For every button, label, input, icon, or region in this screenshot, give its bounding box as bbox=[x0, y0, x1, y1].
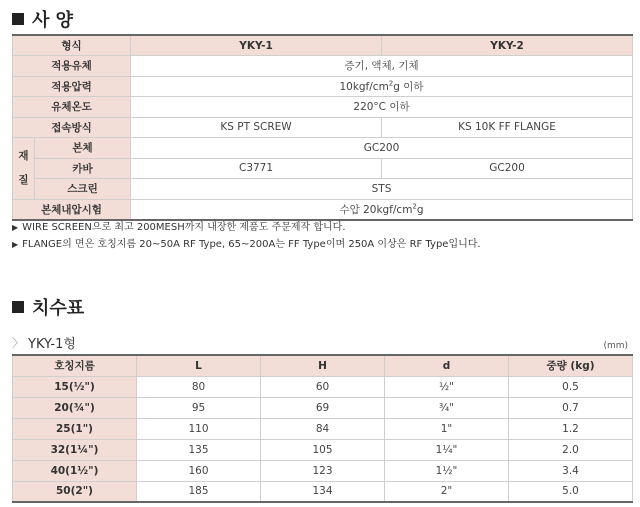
spec-header-yky1: YKY-1 bbox=[131, 35, 382, 56]
spec-section-title bbox=[12, 6, 73, 32]
notes bbox=[12, 219, 481, 253]
dim-d-cell: 1¼" bbox=[385, 439, 509, 460]
dim-l-cell: 185 bbox=[137, 481, 261, 502]
dim-l-cell: 135 bbox=[137, 439, 261, 460]
dim-h-cell: 69 bbox=[261, 397, 385, 418]
dim-weight-cell: 0.7 bbox=[509, 397, 633, 418]
dim-d-cell: ½" bbox=[385, 376, 509, 397]
square-bullet-icon bbox=[12, 13, 24, 25]
spec-value: 증기, 액체, 기체 bbox=[131, 56, 633, 77]
spec-label: 본체내압시험 bbox=[13, 199, 131, 220]
spec-label: 카바 bbox=[35, 158, 131, 179]
dim-weight-cell: 5.0 bbox=[509, 481, 633, 502]
dimensions-title-text: 치수표 bbox=[32, 298, 85, 319]
spec-title-text: 사 양 bbox=[32, 10, 74, 31]
dim-l-cell: 80 bbox=[137, 376, 261, 397]
dim-d-cell: 1½" bbox=[385, 460, 509, 481]
spec-value bbox=[131, 76, 633, 97]
square-bullet-icon bbox=[12, 301, 24, 313]
spec-value: STS bbox=[131, 179, 633, 200]
dim-size-cell: 20(¾") bbox=[13, 397, 137, 418]
spec-header-yky2: YKY-2 bbox=[382, 35, 633, 56]
dim-header-size: 호칭지름 bbox=[13, 355, 137, 376]
dim-size-cell: 50(2") bbox=[13, 481, 137, 502]
dim-h-cell: 123 bbox=[261, 460, 385, 481]
dim-size-cell: 40(1½") bbox=[13, 460, 137, 481]
spec-value: GC200 bbox=[131, 138, 633, 159]
test-value-sup: 2 bbox=[412, 202, 417, 210]
table-row bbox=[13, 418, 633, 439]
dim-h-cell: 84 bbox=[261, 418, 385, 439]
material-group-2: 질 bbox=[18, 174, 29, 187]
spec-row-fluid bbox=[13, 56, 633, 77]
spec-row-pressure bbox=[13, 76, 633, 97]
material-group-1: 재 bbox=[18, 150, 29, 163]
note-text: WIRE SCREEN으로 최고 200MESH까지 내장한 제품도 주문제작 합니다. bbox=[22, 222, 346, 233]
dimensions-header-row bbox=[13, 355, 633, 376]
dim-weight-cell: 2.0 bbox=[509, 439, 633, 460]
spec-label: 적용유체 bbox=[13, 56, 131, 77]
dimensions-subtitle bbox=[12, 333, 76, 352]
spec-header-row bbox=[13, 35, 633, 56]
spec-row-test bbox=[13, 199, 633, 220]
dim-d-cell: ¾" bbox=[385, 397, 509, 418]
dim-header-weight: 중량 (kg) bbox=[509, 355, 633, 376]
dim-l-cell: 95 bbox=[137, 397, 261, 418]
spec-row-screen bbox=[13, 179, 633, 200]
pressure-value-sup: 2 bbox=[388, 79, 394, 88]
table-row bbox=[13, 481, 633, 502]
spec-value-yky1: C3771 bbox=[131, 158, 382, 179]
spec-value-yky1: KS PT SCREW bbox=[131, 117, 382, 138]
spec-label: 유체온도 bbox=[13, 97, 131, 118]
chevron-right-icon: 〉 bbox=[12, 336, 25, 350]
dim-d-cell: 2" bbox=[385, 481, 509, 502]
note-item bbox=[12, 236, 481, 253]
unit-label: (mm) bbox=[603, 341, 628, 351]
dim-l-cell: 160 bbox=[137, 460, 261, 481]
dim-header-h: H bbox=[261, 355, 385, 376]
dim-l-cell: 110 bbox=[137, 418, 261, 439]
dim-header-d: d bbox=[385, 355, 509, 376]
dim-d-cell: 1" bbox=[385, 418, 509, 439]
triangle-right-icon: ▶ bbox=[12, 240, 19, 249]
dim-weight-cell: 0.5 bbox=[509, 376, 633, 397]
table-row bbox=[13, 397, 633, 418]
dimensions-subtitle-text: YKY-1형 bbox=[28, 337, 76, 352]
spec-label: 스크린 bbox=[35, 179, 131, 200]
spec-row-connection bbox=[13, 117, 633, 138]
table-row bbox=[13, 439, 633, 460]
dim-weight-cell: 1.2 bbox=[509, 418, 633, 439]
dimensions-section-title bbox=[12, 294, 84, 320]
spec-row-body bbox=[13, 138, 633, 159]
dim-size-cell: 25(1") bbox=[13, 418, 137, 439]
table-row bbox=[13, 376, 633, 397]
table-row bbox=[13, 460, 633, 481]
spec-value bbox=[131, 199, 633, 220]
spec-row-temp bbox=[13, 97, 633, 118]
triangle-right-icon: ▶ bbox=[12, 223, 19, 232]
dim-size-cell: 15(½") bbox=[13, 376, 137, 397]
pressure-value-pre: 10kgf/cm bbox=[339, 80, 389, 93]
dim-size-cell: 32(1¼") bbox=[13, 439, 137, 460]
spec-value-yky2: GC200 bbox=[382, 158, 633, 179]
pressure-value-post: g 이하 bbox=[393, 80, 424, 93]
spec-label: 접속방식 bbox=[13, 117, 131, 138]
test-value-pre: 수압 20kgf/cm bbox=[339, 203, 413, 216]
spec-value-yky2: KS 10K FF FLANGE bbox=[382, 117, 633, 138]
dim-h-cell: 105 bbox=[261, 439, 385, 460]
spec-label: 본체 bbox=[35, 138, 131, 159]
test-value-post: g bbox=[416, 203, 424, 216]
spec-header-type: 형식 bbox=[13, 35, 131, 56]
note-item bbox=[12, 219, 481, 236]
spec-value: 220°C 이하 bbox=[131, 97, 633, 118]
spec-row-cover bbox=[13, 158, 633, 179]
spec-table bbox=[12, 34, 633, 221]
dimensions-table bbox=[12, 354, 633, 503]
dim-h-cell: 60 bbox=[261, 376, 385, 397]
spec-label: 적용압력 bbox=[13, 76, 131, 97]
dim-h-cell: 134 bbox=[261, 481, 385, 502]
material-group-label bbox=[13, 138, 35, 200]
note-text: FLANGE의 면은 호칭지름 20~50A RF Type, 65~200A는 FF Type이며 250A 이상은 RF Type입니다. bbox=[22, 239, 481, 250]
dim-header-l: L bbox=[137, 355, 261, 376]
dim-weight-cell: 3.4 bbox=[509, 460, 633, 481]
